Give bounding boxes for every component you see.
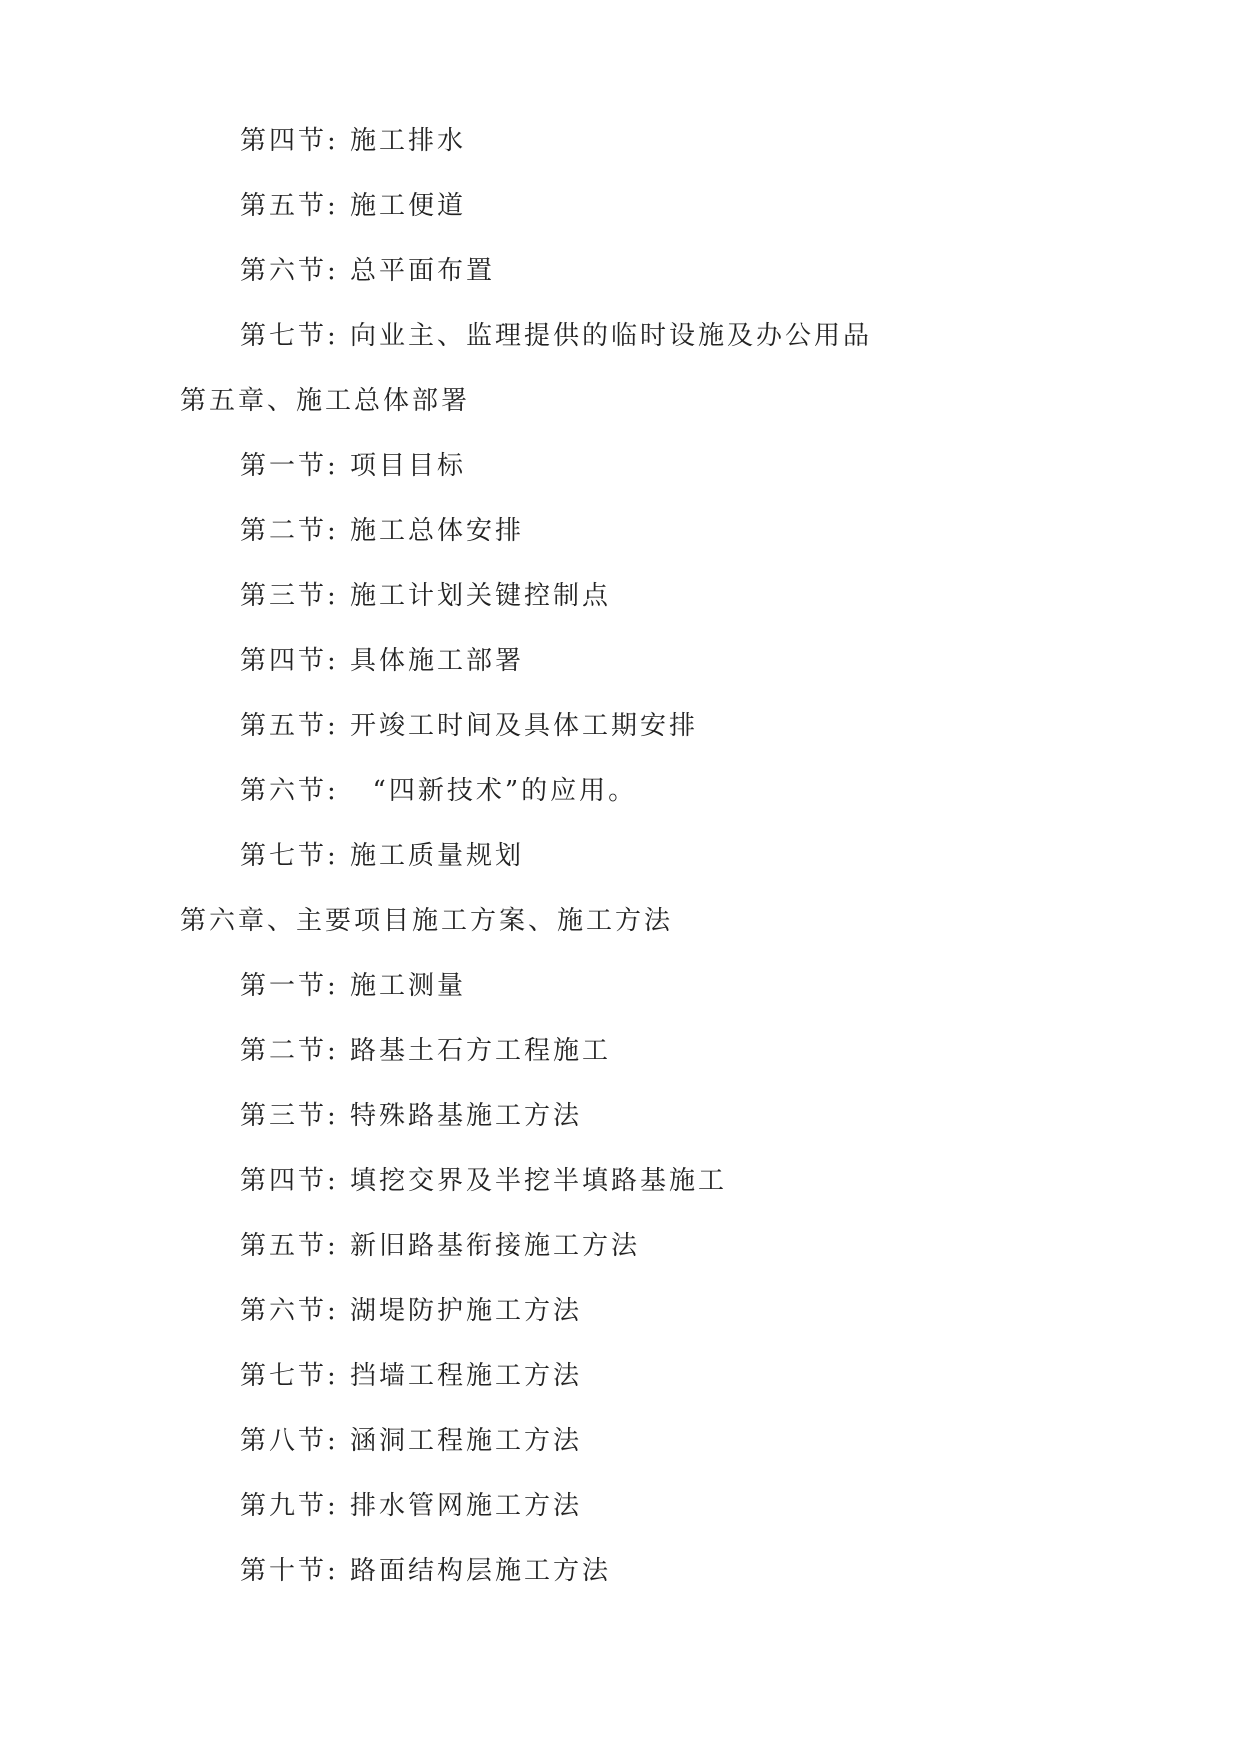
toc-entry-number: 第五节: [240, 711, 339, 741]
toc-entry-number: 第八节: [240, 1426, 339, 1456]
toc-entry-title: 施工质量规划 [350, 841, 525, 871]
toc-entry [0, 1428, 1241, 1493]
toc-chapter-number: 第五章、 [180, 386, 297, 416]
toc-entry-number: 第二节: [240, 516, 339, 546]
toc-entry-number: 第四节: [240, 646, 339, 676]
toc-entry-title: 向业主、监理提供的临时设施及办公用品 [350, 321, 873, 351]
toc-entry [0, 1038, 1241, 1103]
toc-entry-number: 第四节: [240, 126, 339, 156]
toc-entry-number: 第十节: [240, 1556, 339, 1586]
toc-entry-title: 湖堤防护施工方法 [350, 1296, 583, 1326]
toc-entry-title: 涵洞工程施工方法 [350, 1426, 583, 1456]
toc-entry-title: 施工排水 [350, 126, 467, 156]
toc-entry-number: 第四节: [240, 1166, 339, 1196]
toc-entry-title: 开竣工时间及具体工期安排 [350, 711, 699, 741]
toc-entry [0, 778, 1241, 843]
toc-entry [0, 713, 1241, 778]
toc-entry-title: 项目目标 [350, 451, 467, 481]
toc-entry-title: 挡墙工程施工方法 [350, 1361, 583, 1391]
table-of-contents [0, 128, 1241, 1623]
toc-entry-number: 第六节: [240, 256, 339, 286]
toc-entry-number: 第五节: [240, 1231, 339, 1261]
toc-entry-title: 新旧路基衔接施工方法 [350, 1231, 641, 1261]
toc-entry-title: 特殊路基施工方法 [350, 1101, 583, 1131]
toc-entry [0, 973, 1241, 1038]
toc-chapter [0, 388, 1241, 453]
toc-entry-number: 第七节: [240, 841, 339, 871]
toc-entry-number: 第七节: [240, 321, 339, 351]
toc-entry [0, 648, 1241, 713]
toc-entry [0, 453, 1241, 518]
toc-entry [0, 323, 1241, 388]
toc-chapter-number: 第六章、 [180, 906, 297, 936]
toc-entry [0, 843, 1241, 908]
toc-entry-title: 施工测量 [350, 971, 467, 1001]
toc-entry-number: 第九节: [240, 1491, 339, 1521]
toc-entry [0, 1298, 1241, 1363]
toc-entry-title: 排水管网施工方法 [350, 1491, 583, 1521]
toc-entry-title: 总平面布置 [350, 256, 496, 286]
toc-chapter [0, 908, 1241, 973]
toc-entry-title: 路基土石方工程施工 [350, 1036, 612, 1066]
toc-entry [0, 258, 1241, 323]
toc-entry-number: 第五节: [240, 191, 339, 221]
toc-entry-title: “四新技术”的应用。 [350, 776, 638, 806]
toc-entry-title: 填挖交界及半挖半填路基施工 [350, 1166, 728, 1196]
toc-chapter-title: 主要项目施工方案、施工方法 [296, 906, 674, 936]
toc-chapter-title: 施工总体部署 [296, 386, 471, 416]
toc-entry-title: 施工总体安排 [350, 516, 525, 546]
toc-entry-number: 第一节: [240, 451, 339, 481]
toc-entry-number: 第六节: [240, 776, 339, 806]
toc-entry-number: 第二节: [240, 1036, 339, 1066]
toc-entry [0, 583, 1241, 648]
toc-entry-title: 路面结构层施工方法 [350, 1556, 612, 1586]
toc-entry-title: 施工便道 [350, 191, 467, 221]
toc-entry [0, 1558, 1241, 1623]
toc-entry [0, 1168, 1241, 1233]
toc-entry [0, 518, 1241, 583]
toc-entry-number: 第三节: [240, 581, 339, 611]
toc-entry [0, 128, 1241, 193]
toc-entry-number: 第六节: [240, 1296, 339, 1326]
toc-entry-number: 第七节: [240, 1361, 339, 1391]
toc-entry [0, 1363, 1241, 1428]
toc-entry [0, 193, 1241, 258]
toc-entry-title: 具体施工部署 [350, 646, 525, 676]
toc-entry-number: 第三节: [240, 1101, 339, 1131]
toc-entry [0, 1493, 1241, 1558]
toc-entry-number: 第一节: [240, 971, 339, 1001]
toc-entry [0, 1103, 1241, 1168]
toc-entry [0, 1233, 1241, 1298]
toc-entry-title: 施工计划关键控制点 [350, 581, 612, 611]
